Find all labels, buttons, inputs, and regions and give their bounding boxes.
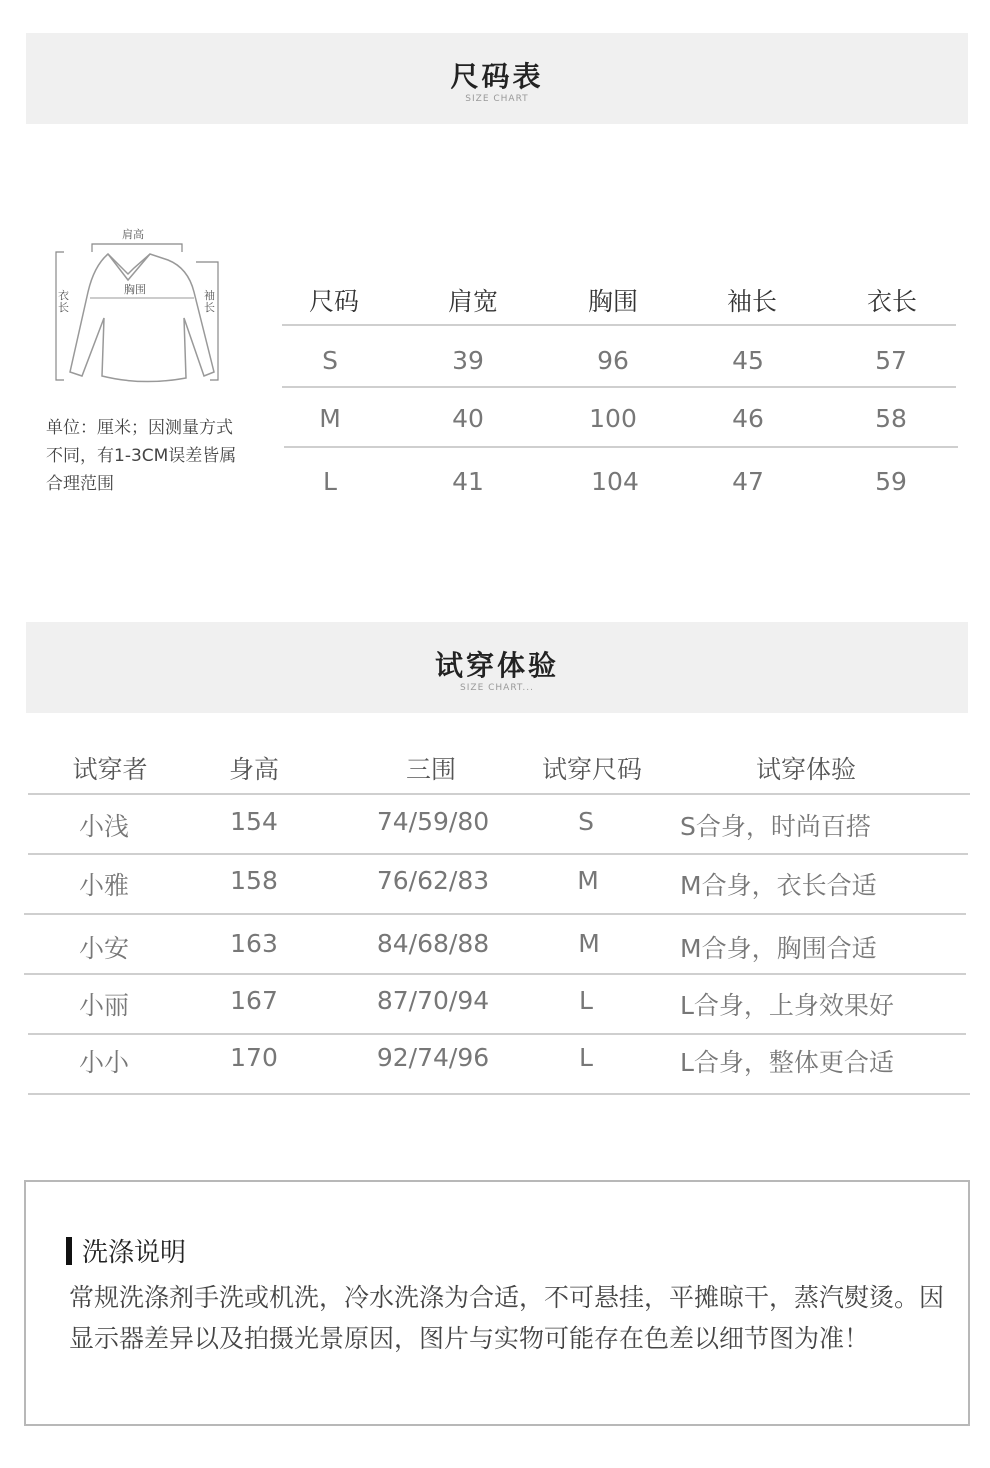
section-marker [66,1237,72,1265]
size-header: 胸围 [587,287,639,316]
tryon-cell: 76/62/83 [376,866,490,895]
tryon-cell: S [578,807,594,836]
diagram-label-shoulder: 肩高 [122,228,144,241]
tryon-cell: M [577,866,599,895]
tryon-cell: 158 [230,866,278,895]
tryon-cell: 74/59/80 [376,807,490,836]
table-divider [28,1033,966,1035]
tryon-header: 试穿者 [72,755,148,784]
size-cell: M [319,404,341,433]
tryon-cell: 167 [230,986,278,1015]
table-divider [282,386,956,388]
tryon-cell: L合身，整体更合适 [680,1048,894,1077]
size-cell: 47 [732,467,764,496]
tryon-title: 试穿体验 [434,649,559,682]
tryon-header: 身高 [228,755,280,784]
tryon-cell: 小安 [78,934,130,963]
tryon-cell: 163 [230,929,278,958]
tryon-cell: S合身，时尚百搭 [680,812,871,841]
tryon-cell: 小浅 [78,812,130,841]
size-cell: S [322,346,338,375]
size-header: 肩宽 [447,287,499,316]
table-divider [282,324,956,326]
tryon-subtitle: SIZE CHART... [460,683,534,693]
tryon-cell: 小小 [78,1048,130,1077]
table-divider [28,853,968,855]
size-cell: 45 [732,346,764,375]
table-divider [28,793,970,795]
tryon-cell: 小雅 [78,871,130,900]
tryon-banner [26,622,968,713]
size-chart-title: 尺码表 [450,60,544,93]
size-cell: 40 [452,404,484,433]
tryon-header: 试穿尺码 [541,755,643,784]
diagram-label-chest: 胸围 [124,283,146,296]
measurement-note: 单位：厘米；因测量方式不同，有1-3CM误差皆属合理范围 [46,418,237,494]
size-chart-subtitle: SIZE CHART [465,94,529,104]
washing-instructions-box [24,1180,970,1426]
garment-diagram [46,222,236,392]
size-cell: 57 [875,346,907,375]
tryon-cell: 92/74/96 [376,1043,490,1072]
tryon-cell: 小丽 [78,991,130,1020]
size-cell: L [323,467,337,496]
size-header: 袖长 [726,287,778,316]
tryon-cell: 154 [230,807,278,836]
size-cell: 46 [732,404,764,433]
tryon-cell: L合身，上身效果好 [680,991,894,1020]
size-cell: 39 [452,346,484,375]
tryon-cell: L [579,986,593,1015]
tryon-cell: M合身，胸围合适 [680,934,877,963]
size-cell: 100 [589,404,637,433]
table-divider [24,913,966,915]
diagram-label-sleeve: 袖长 [204,289,215,314]
size-chart-banner [26,33,968,124]
tryon-cell: M [578,929,600,958]
diagram-label-length: 衣长 [58,289,69,314]
table-divider [28,1093,970,1095]
tryon-cell: 84/68/88 [376,929,490,958]
tryon-cell: M合身，衣长合适 [680,871,877,900]
table-divider [284,446,958,448]
size-cell: 41 [452,467,484,496]
size-cell: 104 [591,467,639,496]
washing-title: 洗涤说明 [82,1238,187,1268]
tryon-header: 三围 [405,755,457,784]
tryon-cell: L [579,1043,593,1072]
size-cell: 58 [875,404,907,433]
size-cell: 96 [597,346,629,375]
table-divider [24,973,966,975]
tryon-cell: 87/70/94 [376,986,490,1015]
washing-text: 常规洗涤剂手洗或机洗，冷水洗涤为合适，不可悬挂，平摊晾干，蒸汽熨烫。因显示器差异以及拍摄光景原因，图片与实物可能存在色差以细节图为准！ [69,1283,945,1353]
size-header: 尺码 [308,287,360,316]
size-cell: 59 [875,467,907,496]
tryon-header: 试穿体验 [755,755,857,784]
size-header: 衣长 [866,287,918,316]
tryon-cell: 170 [230,1043,278,1072]
